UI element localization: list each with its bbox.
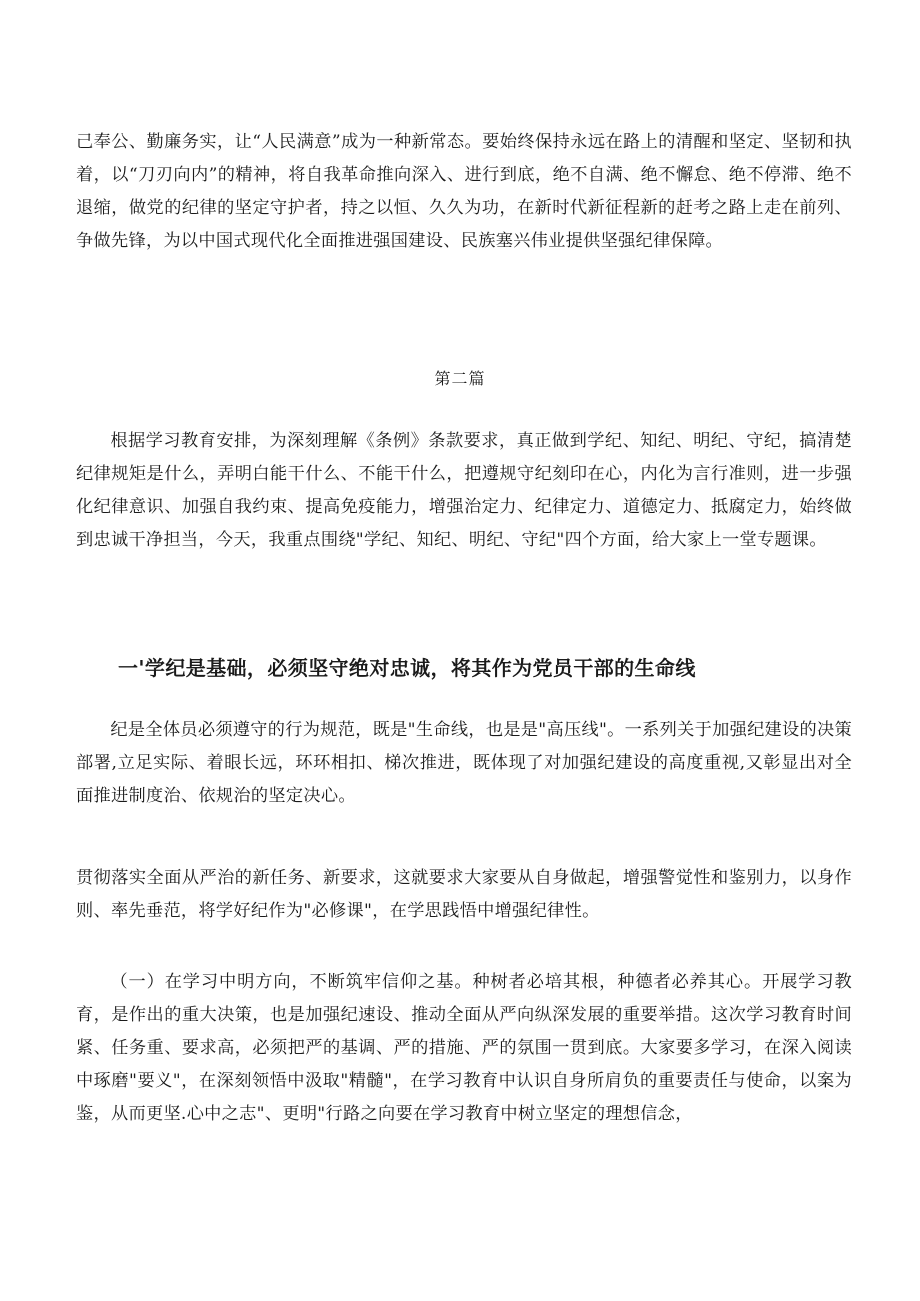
paragraph-intro: 根据学习教育安排，为深刻理解《条例》条款要求，真正做到学纪、知纪、明纪、守纪，搞清楚纪律规矩是什么，弄明白能干什么、不能干什么，把遵规守纪刻印在心，内化为言行准则，进一步强化纪律意识、加强自我约束、提高免疫能力，增强治定力、纪律定力、道德定力、抵腐定力，始终做到忠诚干净担当，今天，我重点围绕"学纪、知纪、明纪、守纪"四个方面，给大家上一堂专题课。	[76, 431, 852, 550]
section-heading: 一'学纪是基础，必须坚守绝对忠诚，将其作为党员干部的生命线	[118, 656, 696, 680]
paragraph-1: 纪是全体员必须遵守的行为规范，既是"生命线，也是是"高压线"。一系列关于加强纪建设的决策部署,立足实际、着眼长远，环环相扣、梯次推进，既体现了对加强纪建设的高度重视,又彰显出对全面推进制度治、依规治的坚定决心。	[76, 720, 852, 806]
paragraph-continued: 己奉公、勤廉务实，让“人民满意”成为一种新常态。要始终保持永远在路上的清醒和坚定、坚韧和执着，以“刀刃向内”的精神，将自我革命推向深入、进行到底，绝不自满、绝不懈怠、绝不停滞、绝不退缩，做党的纪律的坚定守护者，持之以恒、久久为功，在新时代新征程新的赶考之路上走在前列、争做先锋，为以中国式现代化全面推进强国建设、民族塞兴伟业提供坚强纪律保障。	[76, 132, 852, 251]
chapter-title: 第二篇	[434, 369, 486, 388]
paragraph-2: 贯彻落实全面从严治的新任务、新要求，这就要求大家要从自身做起，增强警觉性和鉴别力，以身作则、率先垂范，将学好纪作为"必修课"，在学思践悟中增强纪律性。	[76, 868, 852, 921]
paragraph-3: （一）在学习中明方向，不断筑牢信仰之基。种树者必培其根，种德者必养其心。开展学习教育，是作出的重大决策，也是加强纪速设、推动全面从严向纵深发展的重要举措。这次学习教育时间紧、任务重、要求高，必须把严的基调、严的措施、严的氛围一贯到底。大家要多学习，在深入阅读中琢磨"要义"，在深刻领悟中汲取"精髓"，在学习教育中认识自身所肩负的重要责任与使命，以案为鉴，从而更坚.心中之志"、更明"行路之向要在学习教育中树立坚定的理想信念，	[76, 972, 852, 1124]
